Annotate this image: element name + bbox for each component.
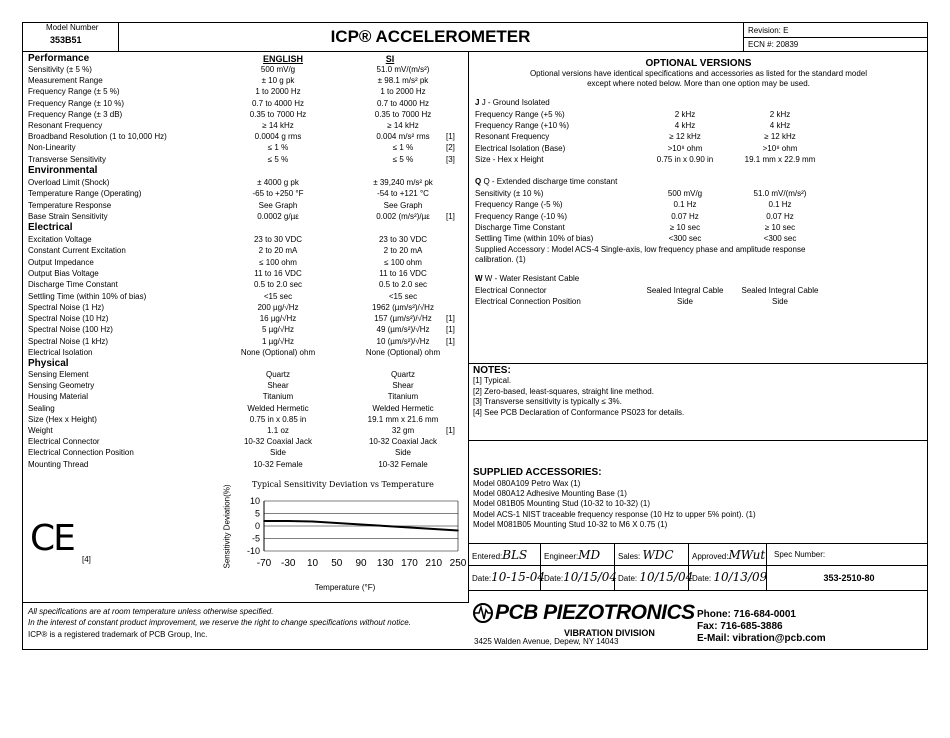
chart-point: [384, 525, 386, 527]
spec-row: [28, 447, 468, 458]
option-si: 19.1 mm x 22.9 mm: [744, 154, 816, 164]
si-value: ≤ 1 %: [392, 143, 414, 153]
spec-row: [28, 154, 468, 165]
spec-row: [28, 302, 468, 313]
spec-row: [28, 98, 468, 109]
section-performance: Performance: [28, 53, 90, 64]
model-number: 353B51: [50, 35, 82, 45]
english-value: Quartz: [265, 370, 290, 379]
spec-label: Electrical Connector: [28, 437, 100, 447]
notes-bottom-rule: [469, 440, 928, 441]
spec-label: Spectral Noise (10 Hz): [28, 314, 109, 324]
spec-label: Electrical Isolation: [28, 348, 93, 357]
option-english: 500 mV/g: [667, 189, 703, 198]
footer-line-3: ICP® is a registered trademark of PCB Group, Inc.: [28, 630, 208, 639]
optional-title: OPTIONAL VERSIONS: [645, 58, 752, 69]
si-value: ± 39,240 m/s² pk: [373, 178, 433, 187]
spec-row: [475, 233, 855, 244]
option-english: >10⁸ ohm: [667, 143, 703, 153]
revision-split: [743, 37, 928, 38]
english-value: Titanium: [262, 392, 294, 402]
chart-y-tick: -10: [246, 546, 260, 556]
option-si: 4 kHz: [769, 121, 791, 131]
footnote-ref: [1]: [446, 426, 455, 435]
note-item: [1] Typical.: [473, 376, 512, 385]
option-q-accessory-1: Supplied Accessory : Model ACS-4 Single-axis, low frequency phase and amplitude response: [475, 245, 806, 254]
spec-label: Sensing Geometry: [28, 381, 95, 391]
spec-label: Electrical Connection Position: [28, 448, 134, 458]
si-value: 11 to 16 VDC: [379, 268, 427, 278]
chart-x-tick: -70: [256, 558, 272, 569]
si-value: 10 (µm/s²)/√Hz: [376, 336, 430, 346]
chart-x-tick: 10: [306, 558, 319, 569]
english-value: 0.75 in x 0.85 in: [249, 414, 307, 424]
footnote-ref: [1]: [446, 314, 455, 324]
spec-row: [28, 436, 468, 447]
spec-label: Temperature Range (Operating): [28, 189, 142, 199]
chart-point: [433, 528, 435, 530]
approved-field: [692, 548, 765, 562]
english-value: Shear: [267, 381, 289, 391]
chart-x-tick: 130: [376, 558, 394, 569]
entered-value: BLS: [502, 548, 528, 562]
spec-row: [28, 279, 468, 290]
section-physical: Physical: [28, 358, 69, 369]
si-value: Side: [394, 448, 411, 458]
english-value: ± 4000 g pk: [257, 178, 299, 187]
spec-row: [475, 131, 855, 142]
option-q-header: Q Q - Extended discharge time constant: [475, 177, 618, 186]
spec-row: [28, 131, 468, 142]
option-english: 0.1 Hz: [673, 200, 697, 210]
chart-point: [360, 524, 362, 526]
option-english: 2 kHz: [674, 110, 696, 119]
english-value: 2 to 20 mA: [258, 246, 298, 256]
english-value: 5 µg/√Hz: [261, 325, 295, 335]
note-item: [2] Zero-based, least-squares, straight line method.: [473, 386, 654, 396]
spec-label: Output Impedance: [28, 257, 94, 267]
spec-label: Spectral Noise (1 Hz): [28, 302, 105, 312]
notes-title: NOTES:: [473, 365, 511, 376]
spec-label: Frequency Range (± 10 %): [28, 98, 124, 108]
pcb-logo-icon: [472, 602, 494, 624]
spec-row: [475, 188, 855, 199]
chart-x-tick: -30: [281, 558, 296, 569]
engineer-field: [544, 548, 600, 562]
english-value: 0.0002 g/µε: [257, 211, 299, 221]
english-value: ≥ 14 kHz: [262, 121, 294, 130]
spec-label: Overload Limit (Shock): [28, 178, 110, 187]
option-english: 0.07 Hz: [671, 211, 699, 221]
date-value-2: 10/15/04: [563, 570, 618, 584]
option-label: Settling Time (within 10% of bias): [475, 234, 594, 244]
section-electrical: Electrical: [28, 222, 73, 233]
spec-row: [28, 369, 468, 380]
option-si: ≥ 12 kHz: [764, 132, 796, 142]
page-title: ICP® ACCELEROMETER: [330, 27, 531, 46]
option-english: 0.75 in x 0.90 in: [656, 154, 714, 164]
english-value: Side: [269, 448, 286, 458]
date-value-1: 10-15-04: [491, 570, 546, 584]
spec-row: [475, 154, 855, 165]
chart-x-tick: 210: [425, 558, 443, 569]
si-value: 0.35 to 7000 Hz: [374, 109, 432, 119]
option-label: Frequency Range (-5 %): [475, 200, 563, 210]
column-divider: [468, 52, 469, 602]
spec-row: [28, 291, 468, 302]
approved-label: Approved:: [692, 552, 729, 561]
chart-x-tick: 50: [331, 558, 343, 569]
chart-point: [312, 521, 314, 523]
si-value: 10-32 Coaxial Jack: [368, 437, 438, 447]
spec-row: [28, 324, 468, 335]
chart-y-tick: -5: [251, 533, 260, 544]
english-value: ≤ 100 ohm: [259, 257, 297, 267]
spec-label: Broadband Resolution (1 to 10,000 Hz): [28, 132, 167, 142]
date-field-4: [692, 570, 767, 584]
option-q-text: Q - Extended discharge time constant: [483, 177, 618, 186]
spec-label: Frequency Range (± 3 dB): [28, 109, 123, 119]
header-divider: [22, 51, 928, 52]
entered-label: Entered:: [472, 552, 503, 561]
spec-row: [475, 211, 855, 222]
sales-field: [618, 548, 674, 562]
spec-label: Sensing Element: [28, 370, 89, 379]
si-value: ≤ 100 ohm: [384, 257, 422, 267]
option-english: 4 kHz: [674, 121, 696, 131]
si-value: ≥ 14 kHz: [387, 121, 419, 130]
chart-title: Typical Sensitivity Deviation vs Temperature: [252, 480, 434, 489]
spec-label: Base Strain Sensitivity: [28, 211, 108, 221]
spec-row: [28, 211, 468, 222]
option-label: Frequency Range (-10 %): [475, 211, 568, 221]
english-value: 23 to 30 VDC: [253, 235, 303, 244]
english-value: 0.0004 g rms: [254, 132, 302, 142]
accessory-item: Model ACS-1 NIST traceable frequency response (10 Hz to upper 5% point). (1): [473, 509, 756, 519]
spec-label: Transverse Sensitivity: [28, 154, 106, 164]
option-label: Electrical Isolation (Base): [475, 143, 566, 153]
sales-label: Sales:: [618, 552, 641, 561]
spec-row: [475, 143, 855, 154]
spec-row: [28, 200, 468, 211]
accessory-item: Model M081B05 Mounting Stud 10-32 to M6 X 0.75 (1): [473, 519, 668, 529]
english-column-header: ENGLISH: [262, 54, 303, 64]
accessory-item: Model 081B05 Mounting Stud (10-32 to 10-32) (1): [473, 499, 650, 509]
option-si: ≥ 10 sec: [764, 222, 796, 232]
option-si: 2 kHz: [769, 110, 791, 119]
si-value: 0.002 (m/s²)/µε: [376, 211, 430, 221]
spec-row: [28, 403, 468, 414]
spec-label: Excitation Voltage: [28, 235, 92, 244]
date-label-4: Date:: [692, 574, 712, 583]
option-english: Sealed Integral Cable: [646, 286, 724, 295]
si-value: 32 gm: [391, 426, 415, 435]
si-value: <15 sec: [388, 291, 418, 301]
spec-row: [28, 268, 468, 279]
spec-row: [475, 109, 855, 120]
chart-y-tick: 0: [254, 521, 260, 531]
phone: Phone: 716-684-0001: [697, 609, 796, 620]
footnote-ref: [1]: [446, 336, 455, 346]
spec-label: Non-Linearity: [28, 143, 76, 153]
option-label: Size - Hex x Height: [475, 154, 544, 164]
si-value: -54 to +121 °C: [377, 189, 429, 199]
date-label-3: Date:: [618, 574, 638, 583]
option-label: Electrical Connector: [475, 286, 547, 295]
chart-x-tick: 90: [355, 558, 367, 569]
spec-row: [28, 347, 468, 358]
chart-point: [263, 520, 265, 522]
spec-row: [28, 313, 468, 324]
spec-label: Size (Hex x Height): [28, 414, 97, 424]
spec-label: Sealing: [28, 403, 55, 413]
option-w-text: W - Water Resistant Cable: [484, 274, 580, 283]
optional-intro-1: Optional versions have identical specifications and accessories as listed for the standard model: [529, 69, 868, 78]
spec-row: [28, 86, 468, 97]
option-english: ≥ 12 kHz: [669, 132, 701, 142]
chart-y-tick: 10: [249, 496, 260, 506]
english-value: 0.5 to 2.0 sec: [253, 280, 303, 290]
si-value: 2 to 20 mA: [383, 246, 423, 256]
si-value: 1962 (µm/s²)/√Hz: [372, 302, 434, 312]
footnote-ref: [1]: [446, 325, 455, 335]
engineer-label: Engineer:: [544, 552, 579, 561]
si-value: Welded Hermetic: [372, 403, 434, 413]
date-field-3: [618, 570, 693, 584]
option-si: 51.0 mV/(m/s²): [753, 189, 807, 198]
si-value: Quartz: [390, 370, 415, 379]
accessory-item: Model 080A12 Adhesive Mounting Base (1): [473, 489, 627, 499]
sales-value: WDC: [642, 548, 674, 562]
si-value: 0.004 m/s² rms: [376, 132, 430, 142]
company-address: 3425 Walden Avenue, Depew, NY 14043: [474, 637, 619, 646]
date-field-1: [472, 570, 545, 584]
option-si: >10⁸ ohm: [762, 143, 798, 153]
si-value: 19.1 mm x 21.6 mm: [367, 414, 439, 424]
si-value: ± 98.1 m/s² pk: [377, 76, 429, 86]
ce-footnote: [4]: [82, 555, 91, 564]
footnote-ref: [1]: [446, 211, 455, 221]
model-label: Model Number: [46, 23, 99, 32]
spec-row: [28, 120, 468, 131]
si-value: Titanium: [387, 392, 419, 402]
spec-label: Settling Time (within 10% of bias): [28, 291, 147, 301]
fax: Fax: 716-685-3886: [697, 621, 783, 632]
signoff-bottom-rule: [469, 590, 928, 591]
spec-label: Discharge Time Constant: [28, 280, 118, 290]
chart-x-tick: 250: [449, 558, 466, 569]
footer-rule: [22, 602, 469, 603]
english-value: 10-32 Coaxial Jack: [243, 437, 313, 447]
english-value: ± 10 g pk: [261, 76, 295, 86]
si-value: Shear: [392, 381, 414, 391]
spec-row: [28, 380, 468, 391]
si-value: See Graph: [383, 200, 423, 210]
spec-label: Measurement Range: [28, 76, 103, 86]
si-value: 51.0 mV/(m/s²): [376, 65, 430, 74]
spec-label: Constant Current Excitation: [28, 246, 126, 256]
si-value: 157 (µm/s²)/√Hz: [374, 314, 432, 324]
spec-row: [28, 109, 468, 120]
option-label: Resonant Frequency: [475, 132, 550, 142]
spec-row: [28, 177, 468, 188]
spec-row: [28, 188, 468, 199]
option-j-text: J - Ground Isolated: [481, 98, 550, 107]
option-w-header: W W - Water Resistant Cable: [475, 274, 580, 283]
section-environmental: Environmental: [28, 165, 98, 176]
spec-label: Output Bias Voltage: [28, 268, 99, 278]
optional-intro-2: except where noted below. More than one option may be used.: [587, 79, 810, 88]
spec-label: Frequency Range (± 5 %): [28, 87, 120, 97]
si-value: 10-32 Female: [378, 459, 428, 469]
chart-y-tick: 5: [254, 508, 260, 519]
sensitivity-chart: [236, 495, 466, 575]
option-label: Sensitivity (± 10 %): [475, 189, 544, 198]
english-value: 10-32 Female: [253, 459, 303, 469]
si-value: 1 to 2000 Hz: [380, 87, 426, 97]
signoff-mid-rule: [469, 565, 928, 566]
footnote-ref: [1]: [446, 132, 455, 142]
date-field-2: [544, 570, 617, 584]
accessories-title: SUPPLIED ACCESSORIES:: [473, 467, 602, 478]
spec-label: Spectral Noise (1 kHz): [28, 336, 109, 346]
english-value: 0.7 to 4000 Hz: [251, 98, 305, 108]
note-item: [3] Transverse sensitivity is typically ≤ 3%.: [473, 397, 622, 406]
english-value: 1 to 2000 Hz: [255, 87, 301, 97]
accessory-item: Model 080A109 Petro Wax (1): [473, 479, 581, 488]
si-value: 23 to 30 VDC: [378, 235, 428, 244]
option-j-header: J J - Ground Isolated: [475, 98, 550, 107]
date-label-1: Date:: [472, 574, 492, 583]
spec-row: [28, 459, 468, 470]
chart-x-tick: 170: [401, 558, 418, 569]
revision: Revision: E: [748, 26, 789, 35]
si-value: ≤ 5 %: [392, 154, 414, 164]
chart-point: [409, 527, 411, 529]
option-q-accessory-2: calibration. (1): [475, 255, 526, 264]
spec-label: Mounting Thread: [28, 459, 89, 469]
spec-row: [28, 64, 468, 75]
si-value: None (Optional) ohm: [365, 348, 441, 357]
signoff-top-rule: [469, 543, 928, 544]
date-value-4: 10/13/09: [713, 570, 768, 584]
si-value: 0.5 to 2.0 sec: [378, 280, 428, 290]
date-label-2: Date:: [544, 574, 564, 583]
chart-point: [287, 520, 289, 522]
footer-line-1: All specifications are at room temperature unless otherwise specified.: [28, 607, 274, 616]
approved-value: MWut: [728, 548, 766, 562]
spec-number: 353-2510-80: [823, 573, 875, 583]
option-si: 0.07 Hz: [766, 211, 794, 221]
english-value: -65 to +250 °F: [252, 189, 304, 199]
english-value: ≤ 5 %: [267, 154, 289, 164]
chart-point: [457, 530, 459, 532]
english-value: Welded Hermetic: [247, 403, 309, 413]
spec-label: Sensitivity (± 5 %): [28, 65, 92, 74]
chart-point: [336, 522, 338, 524]
chart-ylabel: Sensitivity Deviation(%): [222, 484, 232, 569]
si-value: 0.7 to 4000 Hz: [376, 98, 430, 108]
english-value: 500 mV/g: [260, 65, 296, 74]
footnote-ref: [2]: [446, 143, 455, 153]
si-value: 49 (µm/s²)/√Hz: [376, 325, 430, 335]
spec-row: [28, 234, 468, 245]
option-label: Electrical Connection Position: [475, 297, 581, 306]
ce-mark-icon: CE: [30, 518, 74, 559]
option-si: 0.1 Hz: [768, 200, 792, 210]
option-english: ≥ 10 sec: [669, 222, 701, 232]
option-label: Frequency Range (+10 %): [475, 121, 570, 131]
spec-label: Spectral Noise (100 Hz): [28, 325, 113, 335]
spec-row: [28, 414, 468, 425]
engineer-value: MD: [578, 548, 601, 562]
option-si: Sealed Integral Cable: [741, 286, 819, 295]
entered-field: [472, 548, 527, 562]
spec-row: [475, 120, 855, 131]
spec-row: [475, 222, 855, 233]
english-value: 11 to 16 VDC: [254, 268, 302, 278]
spec-row: [475, 199, 855, 210]
english-value: 16 µg/√Hz: [259, 314, 297, 324]
footnote-ref: [3]: [446, 154, 455, 164]
email: E-Mail: vibration@pcb.com: [697, 633, 826, 644]
spec-row: [28, 425, 468, 436]
english-value: 200 µg/√Hz: [257, 302, 299, 312]
english-value: See Graph: [258, 200, 298, 210]
footer-line-2: In the interest of constant product improvement, we reserve the right to change specifications without notice.: [28, 618, 411, 627]
spec-row: [28, 391, 468, 402]
notes-top-rule: [469, 363, 928, 364]
option-si: <300 sec: [763, 234, 797, 244]
spec-row: [28, 257, 468, 268]
chart-xlabel: Temperature (°F): [314, 583, 376, 592]
si-column-header: SI: [385, 54, 395, 64]
option-si: Side: [771, 297, 788, 306]
spec-row: [28, 75, 468, 86]
brand-name: PCB PIEZOTRONICS: [495, 601, 695, 624]
note-item: [4] See PCB Declaration of Conformance PS023 for details.: [473, 407, 685, 417]
option-label: Frequency Range (+5 %): [475, 110, 565, 119]
option-label: Discharge Time Constant: [475, 222, 565, 232]
english-value: 0.35 to 7000 Hz: [249, 109, 307, 119]
spec-row: [28, 142, 468, 153]
option-english: <300 sec: [668, 234, 702, 244]
spec-row: [475, 296, 855, 307]
spec-label: Weight: [28, 426, 53, 435]
date-value-3: 10/15/04: [639, 570, 694, 584]
spec-row: [475, 285, 855, 296]
english-value: ≤ 1 %: [267, 143, 289, 153]
option-english: Side: [676, 297, 693, 306]
division-name: VIBRATION DIVISION: [564, 628, 655, 638]
spec-row: [28, 336, 468, 347]
spec-label: Resonant Frequency: [28, 121, 103, 130]
spec-number-label: Spec Number:: [774, 550, 826, 559]
english-value: <15 sec: [263, 291, 293, 301]
spec-row: [28, 245, 468, 256]
spec-label: Temperature Response: [28, 200, 112, 210]
ecn-number: ECN #: 20839: [748, 40, 799, 49]
english-value: None (Optional) ohm: [240, 348, 316, 357]
english-value: 1.1 oz: [267, 426, 289, 435]
english-value: 1 µg/√Hz: [261, 336, 295, 346]
spec-label: Housing Material: [28, 392, 89, 402]
